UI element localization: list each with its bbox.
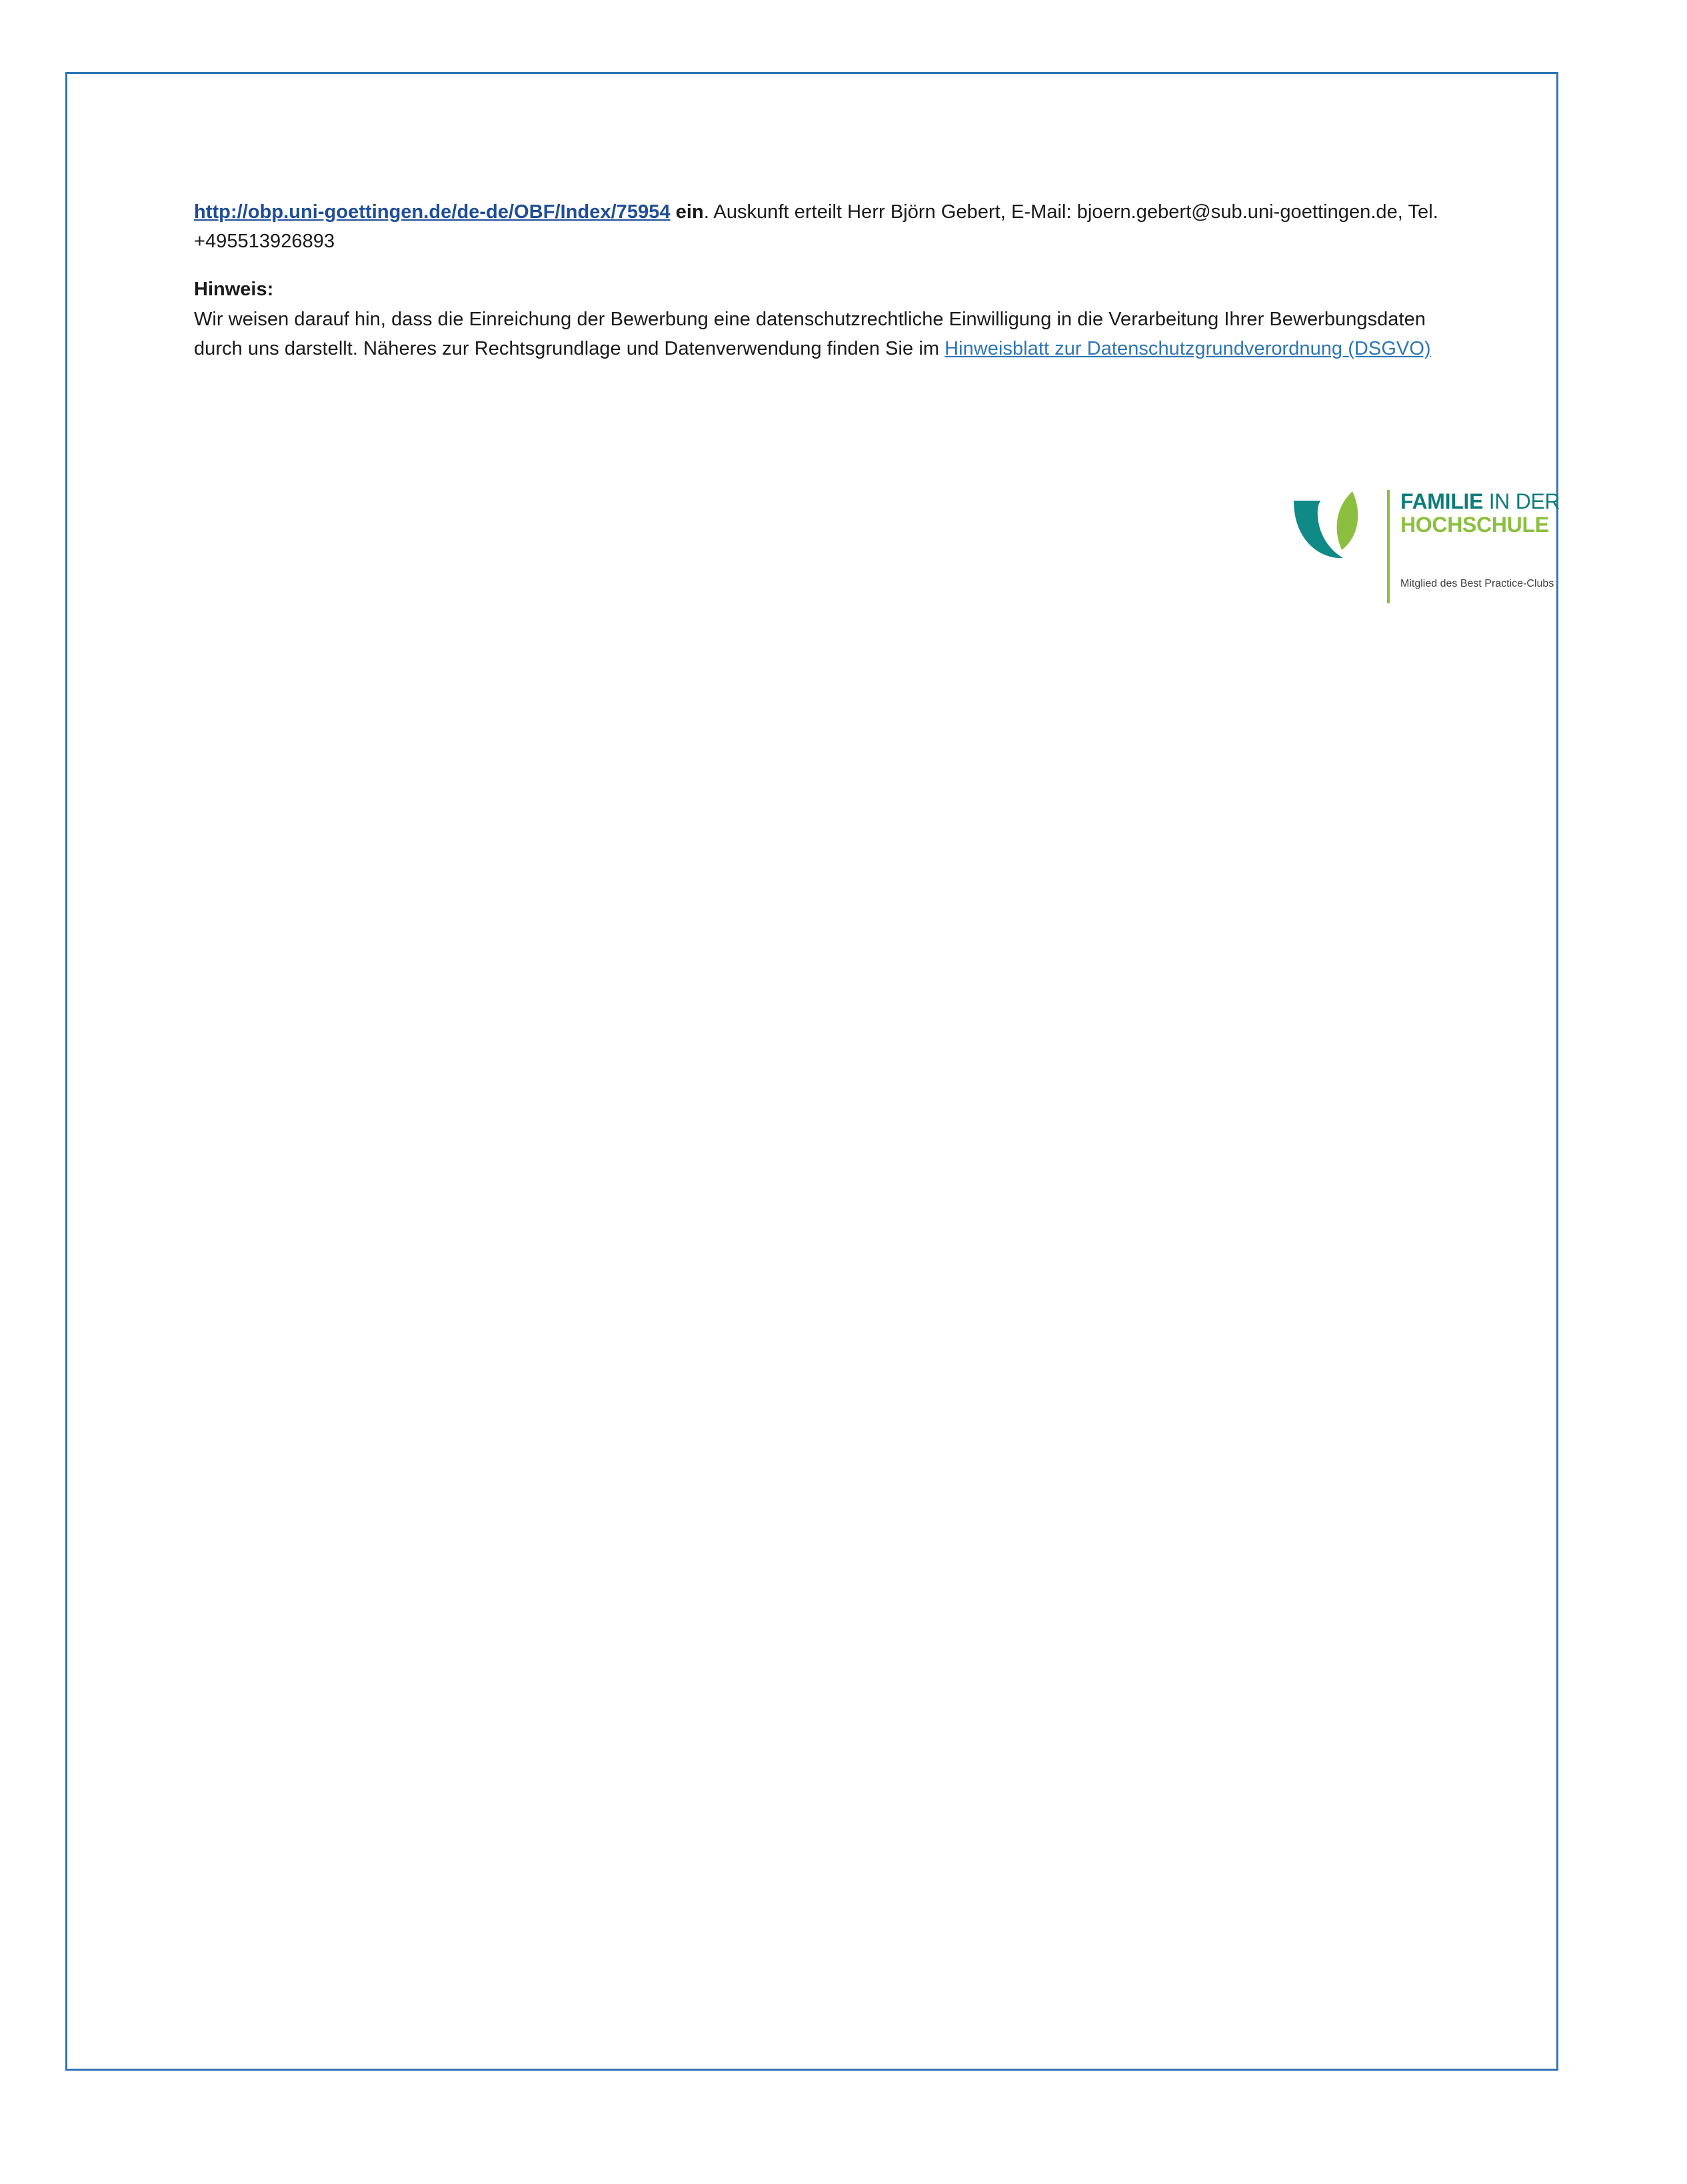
logo-line-one <box>1400 490 1567 513</box>
paragraph-notice-body <box>194 305 1447 363</box>
logo-word-inder: IN DER <box>1483 489 1560 513</box>
application-portal-link[interactable]: http://obp.uni-goettingen.de/de-de/OBF/Index/75954 <box>194 201 671 223</box>
logo-divider <box>1387 490 1390 603</box>
notice-body-text: Wir weisen darauf hin, dass die Einreichung der Bewerbung eine datenschutzrechtliche Einwilligung in die Verarbeitung Ihrer Bewerbungsdaten durch uns darstellt. Näheres zur Rechtsgrundlage und Datenverwendung finden Sie im <box>194 309 1426 360</box>
logo-word-hochschule: HOCHSCHULE <box>1400 512 1549 537</box>
document-content <box>194 197 1447 363</box>
logo-wordmark <box>1400 490 1567 537</box>
document-page <box>65 72 1558 2071</box>
notice-heading: Hinweis: <box>194 279 274 301</box>
logo-word-familie: FAMILIE <box>1400 489 1484 513</box>
logo-leaf-icon <box>1288 489 1378 562</box>
dsgvo-link[interactable]: Hinweisblatt zur Datenschutzgrundverordnung (DSGVO) <box>944 338 1431 360</box>
logo-subline: Mitglied des Best Practice-Clubs <box>1400 578 1554 589</box>
familie-in-der-hochschule-logo <box>1288 489 1568 612</box>
application-link-bold-suffix: ein <box>670 201 704 223</box>
application-contact-text: . Auskunft erteilt Herr Björn Gebert, E-Mail: bjoern.gebert@sub.uni-goettingen.de, Tel. +495513926893 <box>194 201 1438 253</box>
paragraph-application-link <box>194 197 1447 256</box>
